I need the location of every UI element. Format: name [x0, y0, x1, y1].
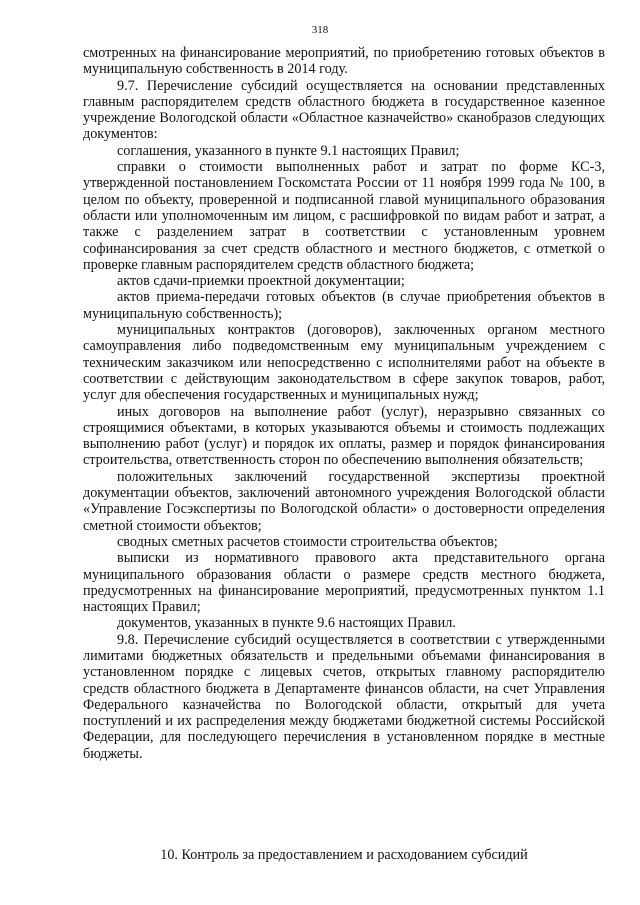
paragraph: соглашения, указанного в пункте 9.1 настоящих Правил; — [117, 142, 460, 159]
paragraph: сводных сметных расчетов стоимости строительства объектов; — [117, 533, 498, 550]
page-number: 318 — [311, 24, 329, 36]
paragraph: муниципальных контрактов (договоров), заключенных органом местного самоуправления либо подведомственным ему муниципальным учреждением с техническим заказчиком или непосредственно с исполнителями работ на объекте в соответствии с действующим законодательством в сфере закупок товаров, работ, услуг для обеспечения государственных и муниципальных нужд; — [83, 322, 605, 404]
paragraph: 9.7. Перечисление субсидий осуществляется на основании представленных главным распорядителем средств областного бюджета в государственное казенное учреждение Вологодской области «Областное казначейство» сканобразов следующих документов: — [83, 77, 605, 143]
paragraph: иных договоров на выполнение работ (услуг), неразрывно связанных со строящимися объектами, в которых указываются объемы и стоимость подлежащих выполнению работ (услуг) и порядок их оплаты, размер и порядок финансирования строительства, ответственность сторон по обеспечению выполнения обязательств; — [83, 403, 605, 469]
paragraph: 9.8. Перечисление субсидий осуществляется в соответствии с утвержденными лимитами бюджетных обязательств и предельными объемами финансирования в установленном порядке с лицевых счетов, открытых главному распорядителю средств областного бюджета в Департаменте финансов области, на счет Управления Федерального казначейства по Вологодской области, открытый для учета поступлений и их распределения между бюджетами бюджетной системы Российской Федерации, для последующего перечисления в установленном порядке в местные бюджеты. — [83, 631, 605, 762]
paragraph: смотренных на финансирование мероприятий, по приобретению готовых объектов в муниципальную собственность в 2014 году. — [83, 45, 605, 78]
paragraph: выписки из нормативного правового акта представительного органа муниципального образования области о размере средств местного бюджета, предусмотренных на финансирование мероприятий, предусмотренных пунктом 1.1 настоящих Правил; — [83, 550, 605, 616]
paragraph: положительных заключений государственной экспертизы проектной документации объектов, заключений автономного учреждения Вологодской области «Управление Госэкспертизы по Вологодской области» о достоверности определения сметной стоимости объектов; — [83, 468, 605, 534]
paragraph: актов приема-передачи готовых объектов (в случае приобретения объектов в муниципальную собственность); — [83, 289, 605, 322]
body-text — [83, 45, 605, 762]
paragraph: документов, указанных в пункте 9.6 настоящих Правил. — [117, 615, 456, 632]
paragraph: актов сдачи-приемки проектной документации; — [117, 273, 405, 290]
paragraph: справки о стоимости выполненных работ и затрат по форме КС-3, утвержденной постановлением Госкомстата России от 11 ноября 1999 года № 100, в целом по объекту, проверенной и подписанной главой муниципального образования области или уполномоченным им лицом, с расшифровкой по видам работ и затрат, а также с разделением затрат в соответствии с установленным уровнем софинансирования за счет средств областного и местного бюджетов, с отметкой о проверке главным распорядителем средств областного бюджета; — [83, 159, 605, 273]
section-heading: 10. Контроль за предоставлением и расходованием субсидий — [160, 847, 528, 863]
